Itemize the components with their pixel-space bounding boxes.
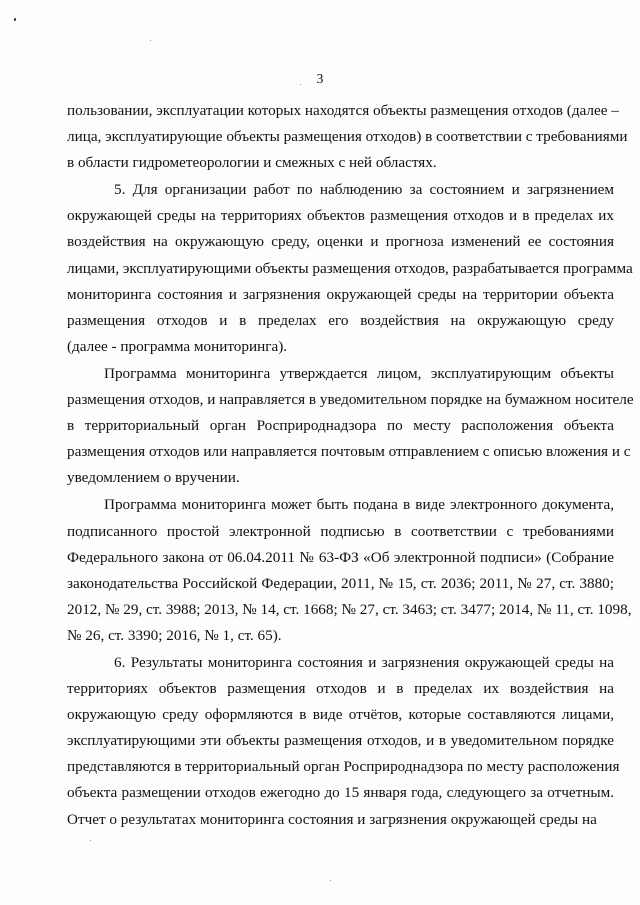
text-line: 5. Для организации работ по наблюдению за состоянием и загрязнением [114,181,614,199]
text-line: размещения отходов или направляется почтовым отправлением с описью вложения и с [67,443,631,461]
text-line: 6. Результаты мониторинга состояния и загрязнения окружающей среды на [114,653,614,671]
document-body [67,98,634,833]
paragraph [67,98,628,176]
text-line: мониторинга состояния и загрязнения окружающей среды на территории объекта [67,285,614,303]
text-line: Отчет о результатах мониторинга состояния и загрязнения окружающей среды на [67,810,597,828]
page-number: 3 [316,71,324,86]
text-line: объекта размещении отходов ежегодно до 15 января года, следующего за отчетным. [67,784,614,802]
text-line: окружающую среду оформляются в виде отчётов, которые составляются лицами, [67,706,614,724]
paragraph [67,177,633,360]
text-line: территориях объектов размещения отходов и в пределах их воздействия на [67,680,614,698]
text-line: эксплуатирующими эти объекты размещения отходов, и в уведомительном порядке [67,732,614,750]
scan-artifact [14,18,16,21]
text-line: № 26, ст. 3390; 2016, № 1, ст. 65). [67,626,282,644]
scan-artifact [90,840,91,841]
text-line: в области гидрометеорологии и смежных с ней областях. [67,154,437,172]
text-line: в территориальный орган Росприроднадзора по месту расположения объекта [67,417,614,435]
text-line: окружающей среды на территориях объектов размещения отходов и в пределах их [67,207,614,225]
text-line: 2012, № 29, ст. 3988; 2013, № 14, ст. 1668; № 27, ст. 3463; ст. 3477; 2014, № 11, ст. 1098, [67,600,632,618]
text-line: представляются в территориальный орган Росприроднадзора по месту расположения [67,758,620,776]
text-line: воздействия на окружающую среду, оценки и прогноза изменений ее состояния [67,233,614,251]
scan-artifact [150,40,151,41]
paragraph [67,492,632,649]
text-line: размещения отходов, и направляется в уведомительном порядке на бумажном носителе [67,391,634,409]
text-line: лица, эксплуатирующие объекты размещения отходов) в соответствии с требованиями [67,128,628,146]
paragraph [67,361,634,491]
paragraph [67,650,620,833]
text-line: пользовании, эксплуатации которых находятся объекты размещения отходов (далее – [67,102,619,119]
scan-artifact [330,880,331,881]
text-line: Федерального закона от 06.04.2011 № 63-ФЗ «Об электронной подписи» (Собрание [67,548,614,566]
text-line: Программа мониторинга может быть подана в виде электронного документа, [104,496,614,514]
text-line: Программа мониторинга утверждается лицом, эксплуатирующим объекты [104,364,614,382]
text-line: (далее - программа мониторинга). [67,337,288,355]
text-line: размещения отходов и в пределах его воздействия на окружающую среду [67,311,614,329]
text-line: уведомлением о вручении. [67,469,240,487]
text-line: подписанного простой электронной подписью в соответствии с требованиями [67,522,614,540]
text-line: законодательства Российской Федерации, 2011, № 15, ст. 2036; 2011, № 27, ст. 3880; [67,574,614,592]
text-line: лицами, эксплуатирующими объекты размещения отходов, разрабатывается программа [67,259,633,277]
